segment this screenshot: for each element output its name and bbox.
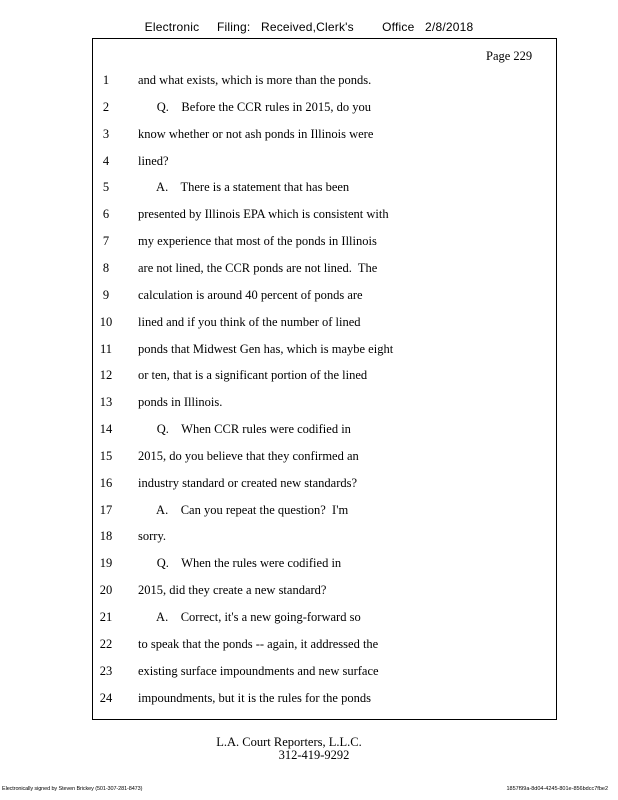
transcript-line bbox=[0, 664, 618, 684]
transcript-line bbox=[0, 154, 618, 174]
transcript-line bbox=[0, 637, 618, 657]
line-number: 2 bbox=[102, 99, 110, 114]
line-number: 21 bbox=[99, 610, 113, 624]
line-number: 3 bbox=[102, 126, 110, 141]
line-text: and what exists, which is more than the ponds. bbox=[138, 73, 372, 87]
line-number: 19 bbox=[99, 556, 113, 571]
line-number: 11 bbox=[99, 341, 113, 356]
line-number: 9 bbox=[102, 287, 110, 302]
footer-company: L.A. Court Reporters, L.L.C. bbox=[216, 735, 362, 749]
line-text: know whether or not ash ponds in Illinois were bbox=[138, 126, 374, 141]
line-text: calculation is around 40 percent of ponds are bbox=[138, 287, 363, 302]
transcript-line bbox=[0, 395, 618, 415]
line-number: 7 bbox=[102, 234, 110, 249]
line-number: 1 bbox=[102, 73, 110, 87]
transcript-line bbox=[0, 556, 618, 576]
line-text: Q. When the rules were codified in bbox=[138, 556, 342, 571]
transcript-line bbox=[0, 368, 618, 388]
line-text: are not lined, the CCR ponds are not lined. The bbox=[138, 260, 378, 275]
line-number: 14 bbox=[99, 422, 113, 437]
transcript-line bbox=[0, 691, 618, 711]
line-number: 17 bbox=[99, 502, 113, 517]
line-text: sorry. bbox=[138, 529, 167, 544]
line-number: 22 bbox=[99, 636, 113, 651]
line-text: existing surface impoundments and new surface bbox=[138, 663, 379, 678]
line-text: A. There is a statement that has been bbox=[138, 180, 350, 195]
transcript-line bbox=[0, 315, 618, 335]
transcript-line bbox=[0, 610, 618, 630]
line-text: ponds that Midwest Gen has, which is maybe eight bbox=[138, 341, 394, 356]
line-number: 4 bbox=[102, 153, 110, 168]
transcript-line bbox=[0, 234, 618, 254]
line-text: lined? bbox=[138, 153, 169, 168]
page-number: Page 229 bbox=[486, 49, 533, 63]
footer-phone: 312-419-9292 bbox=[278, 748, 350, 762]
line-number: 24 bbox=[99, 690, 113, 705]
line-text: presented by Illinois EPA which is consistent with bbox=[138, 207, 389, 222]
filing-header: Electronic Filing: Received,Clerk's Office 2/8/2018 bbox=[144, 20, 474, 34]
line-text: lined and if you think of the number of lined bbox=[138, 314, 361, 329]
line-number: 15 bbox=[99, 448, 113, 463]
line-text: Q. When CCR rules were codified in bbox=[138, 422, 351, 437]
line-text: or ten, that is a significant portion of the lined bbox=[138, 368, 368, 383]
line-number: 13 bbox=[99, 395, 113, 410]
line-text: impoundments, but it is the rules for the ponds bbox=[138, 690, 371, 705]
line-text: industry standard or created new standards? bbox=[138, 475, 358, 490]
transcript-line bbox=[0, 583, 618, 603]
line-number: 5 bbox=[102, 180, 110, 195]
line-text: A. Correct, it's a new going-forward so bbox=[138, 610, 361, 624]
line-text: Q. Before the CCR rules in 2015, do you bbox=[138, 99, 371, 114]
transcript-line bbox=[0, 342, 618, 362]
transcript-line bbox=[0, 100, 618, 120]
line-text: A. Can you repeat the question? I'm bbox=[138, 502, 349, 517]
transcript-line bbox=[0, 288, 618, 308]
line-number: 20 bbox=[99, 583, 113, 598]
line-text: to speak that the ponds -- again, it addressed the bbox=[138, 636, 379, 651]
transcript-line bbox=[0, 449, 618, 469]
line-text: my experience that most of the ponds in Illinois bbox=[138, 234, 377, 249]
line-text: 2015, did they create a new standard? bbox=[138, 583, 327, 598]
line-text: 2015, do you believe that they confirmed an bbox=[138, 448, 359, 463]
line-number: 8 bbox=[102, 260, 110, 275]
transcript-line bbox=[0, 261, 618, 281]
line-number: 6 bbox=[102, 207, 110, 222]
transcript-line bbox=[0, 127, 618, 147]
transcript-line bbox=[0, 476, 618, 496]
line-number: 23 bbox=[99, 663, 113, 678]
line-number: 10 bbox=[99, 314, 113, 329]
line-number: 18 bbox=[99, 529, 113, 544]
line-text: ponds in Illinois. bbox=[138, 395, 223, 410]
signature-left: Electronically signed by Steven Brickey (501-307-281-8473) bbox=[2, 786, 143, 792]
line-number: 12 bbox=[99, 368, 113, 383]
transcript-line bbox=[0, 422, 618, 442]
signature-right: 1857f99a-8d04-4245-801e-856bdcc7fbe2 bbox=[506, 786, 608, 792]
transcript-line bbox=[0, 73, 618, 93]
transcript-line bbox=[0, 180, 618, 200]
line-number: 16 bbox=[99, 475, 113, 490]
transcript-line bbox=[0, 207, 618, 227]
transcript-line bbox=[0, 503, 618, 523]
transcript-line bbox=[0, 529, 618, 549]
